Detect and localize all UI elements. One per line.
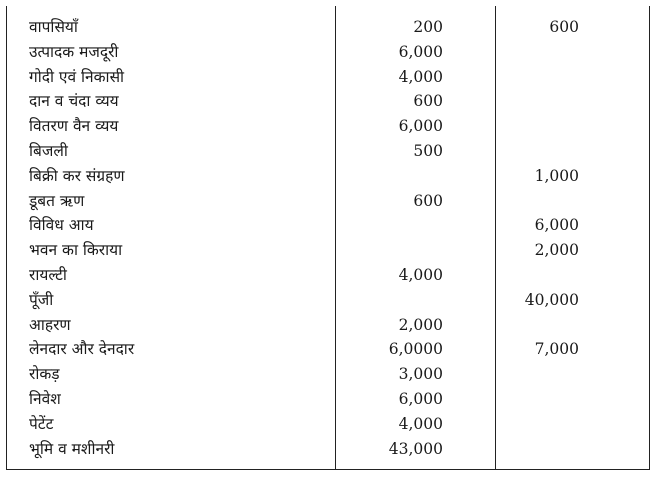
- table-row: [7, 362, 649, 387]
- account-name: आहरण: [29, 315, 71, 334]
- account-name: पूँजी: [29, 290, 54, 309]
- credit-amount: 40,000: [524, 290, 579, 309]
- debit-amount: 6,000: [398, 117, 443, 136]
- table-row: [7, 263, 649, 288]
- debit-amount: 600: [413, 191, 443, 210]
- debit-amount: 4,000: [398, 67, 443, 86]
- debit-amount: 43,000: [388, 439, 443, 458]
- table-row: [7, 40, 649, 65]
- debit-amount: 2,000: [398, 315, 443, 334]
- debit-amount: 4,000: [398, 414, 443, 433]
- debit-amount: 6,0000: [388, 340, 443, 359]
- account-name: दान व चंदा व्यय: [29, 92, 119, 111]
- account-name: डूबत ऋण: [29, 191, 85, 210]
- table-row: [7, 139, 649, 164]
- table-row: [7, 313, 649, 338]
- account-name: पेटेंट: [29, 414, 54, 433]
- table-row: [7, 337, 649, 362]
- credit-amount: 2,000: [534, 241, 579, 260]
- table-row: [7, 213, 649, 238]
- account-name: भवन का किराया: [29, 241, 123, 260]
- credit-amount: 1,000: [534, 166, 579, 185]
- account-name: बिक्री कर संग्रहण: [29, 166, 125, 185]
- table-row: [7, 164, 649, 189]
- debit-amount: 500: [413, 141, 443, 160]
- debit-amount: 6,000: [398, 389, 443, 408]
- account-name: वितरण वैन व्यय: [29, 117, 119, 136]
- ledger-table: [6, 6, 650, 470]
- debit-amount: 6,000: [398, 42, 443, 61]
- account-name: बिजली: [29, 141, 68, 160]
- table-row: [7, 437, 649, 462]
- account-name: रोकड़: [29, 365, 60, 384]
- table-row: [7, 288, 649, 313]
- credit-amount: 6,000: [534, 216, 579, 235]
- account-name: निवेश: [29, 389, 61, 408]
- table-row: [7, 387, 649, 412]
- table-row: [7, 189, 649, 214]
- account-name: भूमि व मशीनरी: [29, 439, 115, 458]
- table-row: [7, 238, 649, 263]
- debit-amount: 600: [413, 92, 443, 111]
- account-name: विविध आय: [29, 216, 94, 235]
- account-name: लेनदार और देनदार: [29, 340, 135, 359]
- table-row: [7, 65, 649, 90]
- ledger-rows: [7, 15, 649, 461]
- account-name: रायल्टी: [29, 265, 67, 284]
- account-name: गोदी एवं निकासी: [29, 67, 125, 86]
- credit-amount: 600: [549, 18, 579, 36]
- table-row: [7, 114, 649, 139]
- account-name: वापसियाँ: [29, 18, 78, 36]
- table-row: [7, 89, 649, 114]
- debit-amount: 200: [413, 18, 443, 36]
- debit-amount: 4,000: [398, 265, 443, 284]
- table-row: [7, 412, 649, 437]
- table-row: [7, 15, 649, 40]
- debit-amount: 3,000: [398, 365, 443, 384]
- credit-amount: 7,000: [534, 340, 579, 359]
- account-name: उत्पादक मजदूरी: [29, 42, 119, 61]
